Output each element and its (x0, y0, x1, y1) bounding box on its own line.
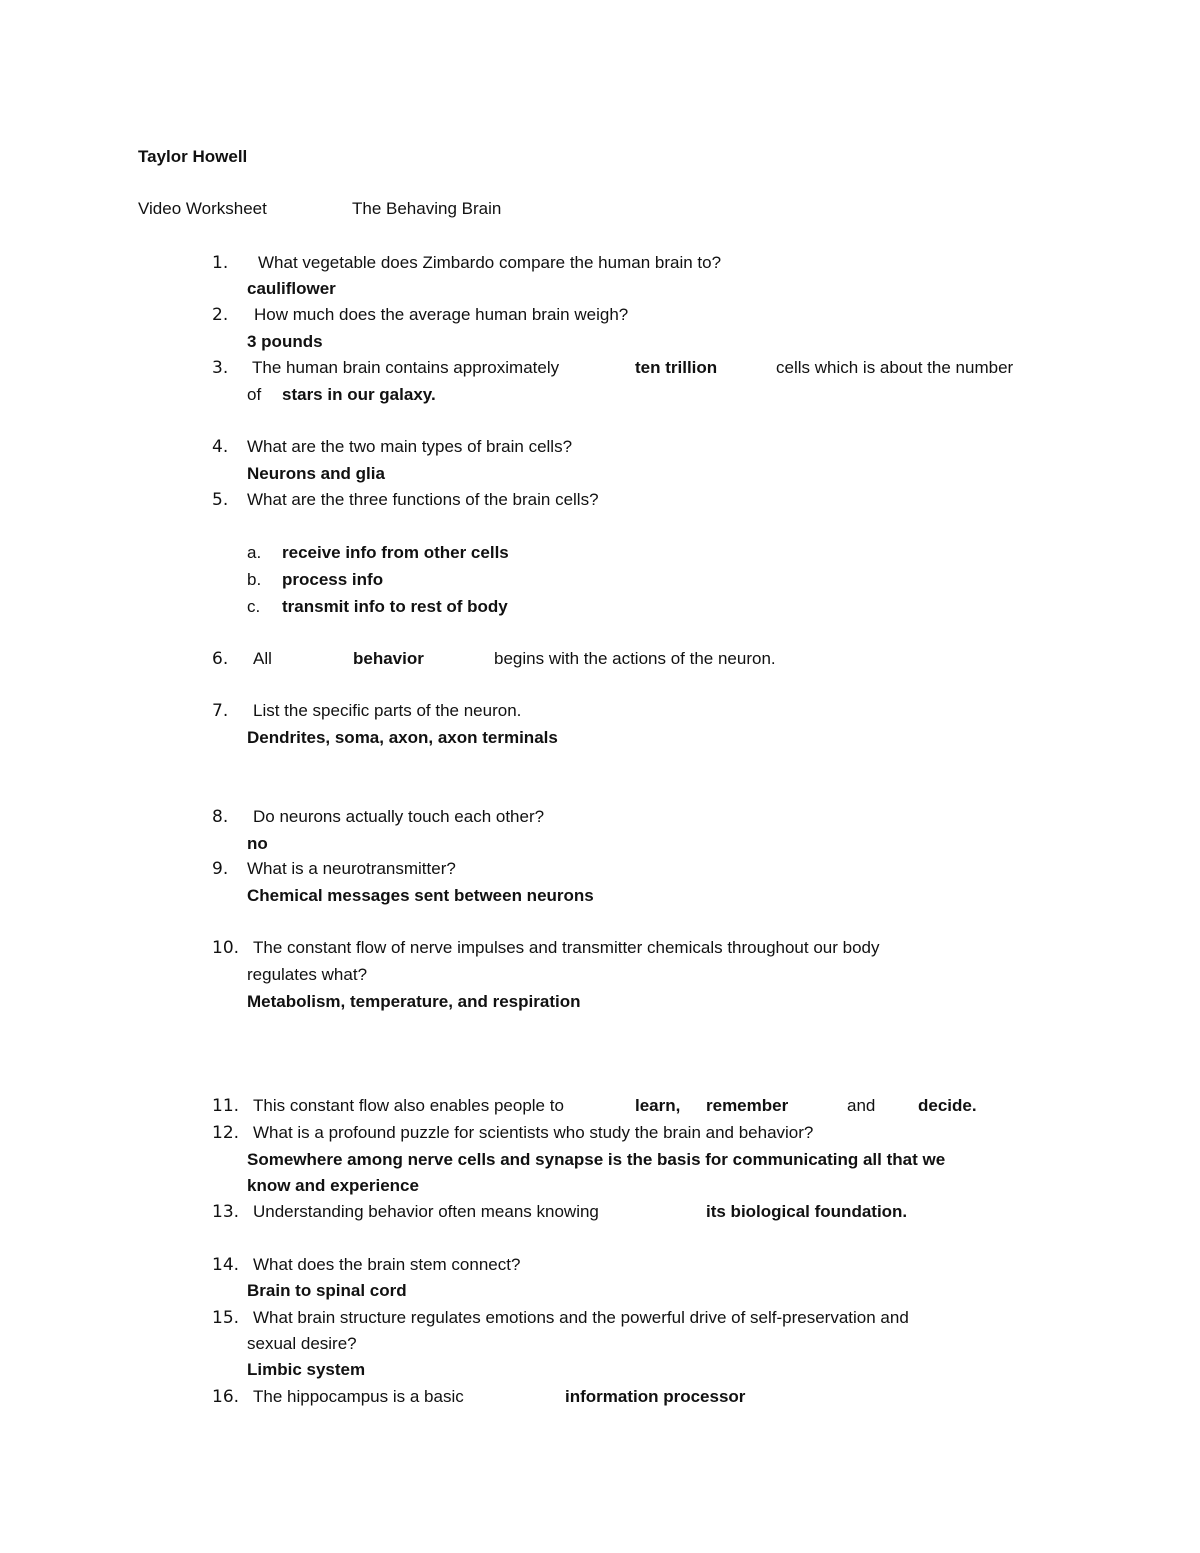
question-text: Understanding behavior often means knowing (253, 1202, 599, 1221)
answer-text: Metabolism, temperature, and respiration (247, 992, 581, 1011)
answer-text: Chemical messages sent between neurons (247, 886, 594, 905)
answer-text: Neurons and glia (247, 464, 385, 483)
question-text: What brain structure regulates emotions and the powerful drive of self-preservation and (253, 1308, 909, 1327)
sub-letter: b. (247, 570, 262, 589)
question-number: 14. (212, 1255, 240, 1275)
question-text: What vegetable does Zimbardo compare the human brain to? (258, 253, 722, 272)
question-number: 15. (212, 1308, 240, 1328)
question-text: This constant flow also enables people to (253, 1096, 564, 1115)
sub-answer: transmit info to rest of body (282, 597, 508, 616)
question-text: What are the two main types of brain cells? (247, 437, 573, 456)
video-title: The Behaving Brain (352, 199, 502, 218)
question-text: sexual desire? (247, 1334, 357, 1353)
question-text: begins with the actions of the neuron. (494, 649, 776, 668)
answer-text: know and experience (247, 1176, 419, 1195)
question-text: How much does the average human brain weigh? (254, 305, 629, 324)
question-text: All (253, 649, 272, 668)
blank-answer: learn, (635, 1096, 681, 1115)
question-number: 7. (212, 701, 229, 721)
student-name: Taylor Howell (138, 147, 248, 166)
blank-answer: stars in our galaxy. (282, 385, 436, 404)
question-number: 16. (212, 1387, 240, 1407)
sub-answer: process info (282, 570, 384, 589)
question-number: 1. (212, 253, 229, 273)
question-number: 8. (212, 807, 229, 827)
question-number: 2. (212, 305, 229, 325)
question-number: 4. (212, 437, 229, 457)
question-text: cells which is about the number (776, 358, 1014, 377)
sub-letter: c. (247, 597, 261, 616)
sub-answer: receive info from other cells (282, 543, 509, 562)
blank-answer: remember (706, 1096, 789, 1115)
answer-text: 3 pounds (247, 332, 323, 351)
sub-letter: a. (247, 543, 262, 562)
question-number: 5. (212, 490, 229, 510)
question-text: What is a profound puzzle for scientists who study the brain and behavior? (253, 1123, 814, 1142)
answer-text: Dendrites, soma, axon, axon terminals (247, 728, 558, 747)
answer-text: no (247, 834, 268, 853)
blank-answer: ten trillion (635, 358, 718, 377)
answer-text: Limbic system (247, 1360, 366, 1379)
question-text: regulates what? (247, 965, 368, 984)
question-number: 11. (212, 1096, 240, 1116)
question-text: of (247, 385, 262, 404)
question-number: 9. (212, 859, 229, 879)
question-text: and (847, 1096, 876, 1115)
question-number: 13. (212, 1202, 240, 1222)
blank-answer: behavior (353, 649, 424, 668)
question-text: The hippocampus is a basic (253, 1387, 464, 1406)
question-number: 10. (212, 938, 240, 958)
blank-answer: its biological foundation. (706, 1202, 908, 1221)
answer-text: Somewhere among nerve cells and synapse is the basis for communicating all that we (247, 1150, 946, 1169)
worksheet-label: Video Worksheet (138, 199, 267, 218)
question-number: 6. (212, 649, 229, 669)
blank-answer: decide. (918, 1096, 977, 1115)
question-text: The human brain contains approximately (252, 358, 560, 377)
question-text: What are the three functions of the brain cells? (247, 490, 599, 509)
question-number: 12. (212, 1123, 240, 1143)
question-text: The constant flow of nerve impulses and transmitter chemicals throughout our body (253, 938, 880, 957)
blank-answer: information processor (565, 1387, 746, 1406)
question-text: What is a neurotransmitter? (247, 859, 456, 878)
question-text: What does the brain stem connect? (253, 1255, 521, 1274)
answer-text: cauliflower (247, 279, 336, 298)
answer-text: Brain to spinal cord (247, 1281, 407, 1300)
question-text: Do neurons actually touch each other? (253, 807, 545, 826)
question-text: List the specific parts of the neuron. (253, 701, 522, 720)
question-number: 3. (212, 358, 229, 378)
